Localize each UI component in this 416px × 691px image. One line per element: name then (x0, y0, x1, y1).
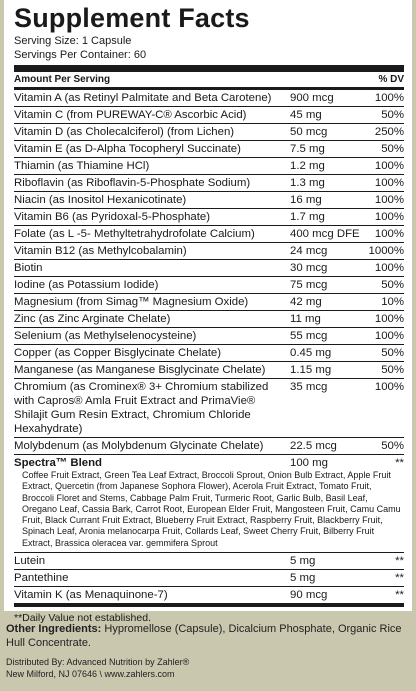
nutrient-name: Lutein (14, 555, 46, 568)
nutrient-dv: 50% (381, 143, 404, 155)
nutrient-row (14, 141, 404, 158)
nutrient-row (14, 158, 404, 175)
nutrient-dv: 100% (374, 262, 404, 274)
nutrient-dv: 100% (374, 381, 404, 393)
other-ingredients-text: Hypromellose (Capsule), Dicalcium Phosphate, Organic Rice Hull Concentrate. (6, 623, 402, 649)
nutrient-amount: 11 mg (290, 313, 321, 325)
blend-amount: 100 mg (290, 457, 328, 469)
nutrient-name: Vitamin B6 (as Pyridoxal-5-Phosphate) (14, 211, 211, 223)
nutrient-amount: 55 mcg (290, 330, 328, 342)
nutrient-name: Folate (as L -5- Methyltetrahydrofolate Calcium) (14, 228, 255, 240)
nutrient-name: Vitamin E (as D-Alpha Tocopheryl Succinate) (14, 143, 241, 155)
nutrient-name: Niacin (as Inositol Hexanicotinate) (14, 194, 187, 206)
nutrient-dv: 100% (374, 194, 404, 206)
distributor-line1: Distributed By: Advanced Nutrition by Zahler® (6, 657, 190, 667)
blend-name: Spectra™ Blend (14, 457, 102, 469)
nutrient-row (14, 192, 404, 209)
nutrient-dv: 50% (381, 109, 404, 121)
nutrient-dv: 100% (374, 228, 404, 240)
nutrient-name: Magnesium (from Simag™ Magnesium Oxide) (14, 296, 249, 308)
nutrient-row (14, 175, 404, 192)
blend-row (14, 455, 404, 553)
nutrient-amount: 30 mcg (290, 262, 328, 274)
nutrient-row (14, 438, 404, 455)
nutrient-name: Riboflavin (as Riboflavin-5-Phosphate Sodium) (14, 177, 251, 189)
nutrient-dv: 100% (374, 160, 404, 172)
nutrient-amount: 400 mcg DFE (290, 228, 360, 240)
nutrient-amount: 35 mcg (290, 381, 328, 393)
nutrient-row (14, 311, 404, 328)
blend-dv: ** (395, 457, 404, 469)
serving-size: Serving Size: 1 Capsule (14, 35, 132, 47)
nutrient-amount: 1.7 mg (290, 211, 325, 223)
nutrient-row (14, 553, 404, 570)
nutrient-amount: 5 mg (290, 555, 316, 568)
nutrient-row (14, 90, 404, 107)
nutrient-dv: ** (395, 589, 404, 602)
nutrient-name: Zinc (as Zinc Arginate Chelate) (14, 313, 171, 325)
nutrient-amount: 42 mg (290, 296, 322, 308)
nutrient-name: Vitamin K (as Menaquinone-7) (14, 589, 168, 602)
nutrient-row (14, 107, 404, 124)
nutrient-row (14, 345, 404, 362)
nutrient-row (14, 226, 404, 243)
nutrient-name: Pantethine (14, 572, 69, 585)
servings-per-container: Servings Per Container: 60 (14, 49, 147, 61)
nutrient-dv: 50% (381, 364, 404, 376)
extra-rows (14, 553, 404, 604)
nutrient-amount: 45 mg (290, 109, 322, 121)
nutrient-name: Vitamin B12 (as Methylcobalamin) (14, 245, 187, 257)
footnote: **Daily Value not established. (14, 604, 404, 626)
nutrient-amount: 7.5 mg (290, 143, 325, 155)
panel-title: Supplement Facts (14, 3, 250, 33)
nutrient-dv: 100% (374, 330, 404, 342)
nutrient-amount: 50 mcg (290, 126, 328, 138)
nutrient-name: Vitamin D (as Cholecalciferol) (from Lichen) (14, 126, 235, 138)
nutrient-dv: 50% (381, 279, 404, 291)
nutrient-dv: ** (395, 555, 404, 568)
nutrient-name: Vitamin C (from PUREWAY-C® Ascorbic Acid) (14, 109, 247, 121)
nutrient-amount: 75 mcg (290, 279, 328, 291)
nutrient-row (14, 570, 404, 587)
blend-ingredients: Coffee Fruit Extract, Green Tea Leaf Extract, Broccoli Sprout, Onion Bulb Extract, Apple Fruit Extract, Quercetin (from Japanese Sophora Flower), Acerola Fruit Extract, Tomato Fruit, Broccoli Floret and Stems, Cabbage Palm Fruit, Turmeric Root, Garlic Bulb, Basil Leaf, Oregano Leaf, Cassia Bark, Carrot Root, European Elder Fruit, Mangosteen Fruit, Camu Camu Fruit, Black Currant Fruit Extract, Blueberry Fruit Extract, Raspberry Fruit, Blackberry Fruit, Spinach Leaf, Aronia melanocarpa Fruit, Collards Leaf, Sweet Cherry Fruit, Bilberry Fruit Extract, Brassica oleracea var. gemmifera Sprout (22, 470, 401, 548)
nutrient-amount: 5 mg (290, 572, 316, 585)
nutrient-name: Copper (as Copper Bisglycinate Chelate) (14, 347, 222, 359)
nutrient-name: Selenium (as Methylselenocysteine) (14, 330, 197, 342)
nutrient-amount: 1.2 mg (290, 160, 325, 172)
nutrient-dv: 100% (374, 177, 404, 189)
nutrient-row (14, 243, 404, 260)
nutrient-name: Chromium (as Crominex® 3+ Chromium stabilized with Capros® Amla Fruit Extract and PrimaVie® Shilajit Gum Resin Extract, Chromium Chloride Hexahydrate) (14, 381, 269, 435)
nutrient-dv: 100% (374, 313, 404, 325)
nutrient-row (14, 362, 404, 379)
nutrient-row (14, 379, 404, 438)
nutrient-name: Molybdenum (as Molybdenum Glycinate Chelate) (14, 440, 264, 452)
nutrient-dv: 10% (381, 296, 404, 308)
nutrient-amount: 24 mcg (290, 245, 328, 257)
nutrient-amount: 0.45 mg (290, 347, 332, 359)
nutrient-row (14, 277, 404, 294)
nutrient-dv: 50% (381, 347, 404, 359)
nutrient-amount: 90 mcg (290, 589, 328, 602)
nutrient-amount: 900 mcg (290, 92, 334, 104)
nutrient-amount: 1.15 mg (290, 364, 332, 376)
thick-divider (14, 65, 404, 72)
nutrient-name: Thiamin (as Thiamine HCl) (14, 160, 150, 172)
nutrient-row (14, 587, 404, 604)
header-dv: % DV (378, 74, 404, 85)
header-amount: Amount Per Serving (14, 74, 111, 85)
nutrient-dv: 100% (374, 92, 404, 104)
nutrient-amount: 22.5 mcg (290, 440, 337, 452)
nutrient-rows (14, 90, 404, 455)
nutrient-dv: ** (395, 572, 404, 585)
nutrient-row (14, 328, 404, 345)
nutrient-row (14, 294, 404, 311)
nutrient-name: Vitamin A (as Retinyl Palmitate and Beta Carotene) (14, 92, 272, 104)
nutrient-amount: 16 mg (290, 194, 322, 206)
other-ingredients-label: Other Ingredients: (6, 623, 102, 635)
nutrient-dv: 100% (374, 211, 404, 223)
supplement-facts-panel (4, 0, 412, 625)
distributor (6, 656, 410, 680)
nutrient-name: Biotin (14, 262, 43, 274)
nutrient-amount: 1.3 mg (290, 177, 325, 189)
nutrient-name: Manganese (as Manganese Bisglycinate Chelate) (14, 364, 266, 376)
nutrient-dv: 250% (374, 126, 404, 138)
blend-header (14, 455, 404, 470)
nutrient-name: Iodine (as Potassium Iodide) (14, 279, 159, 291)
distributor-line2: New Milford, NJ 07646 \ www.zahlers.com (6, 669, 175, 679)
label-bottom (6, 622, 410, 680)
nutrient-dv: 1000% (368, 245, 404, 257)
other-ingredients (6, 622, 410, 650)
nutrient-row (14, 124, 404, 141)
nutrient-dv: 50% (381, 440, 404, 452)
column-header (14, 72, 404, 87)
nutrient-row (14, 260, 404, 277)
nutrient-row (14, 209, 404, 226)
